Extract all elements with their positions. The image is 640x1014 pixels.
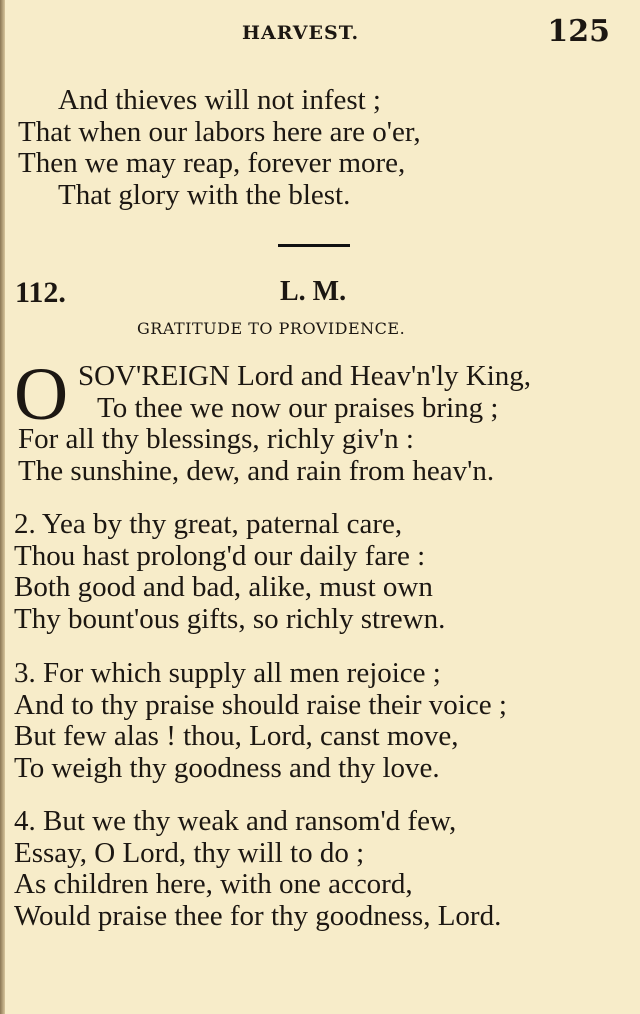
verse-line: And to thy praise should raise their voice ; xyxy=(14,689,507,721)
carryover-line: And thieves will not infest ; xyxy=(58,84,381,116)
verse-line: Thou hast prolong'd our daily fare : xyxy=(14,540,426,572)
verse-line: Both good and bad, alike, must own xyxy=(14,571,433,603)
verse-line: Thy bount'ous gifts, so richly strewn. xyxy=(14,603,446,635)
carryover-line: That glory with the blest. xyxy=(58,179,351,211)
verse-line: As children here, with one accord, xyxy=(14,868,413,900)
drop-cap: O xyxy=(14,353,69,436)
verse-line: 2. Yea by thy great, paternal care, xyxy=(14,508,403,540)
page-spine-edge xyxy=(0,0,5,1014)
verse-line: But few alas ! thou, Lord, canst move, xyxy=(14,720,459,752)
hymn-number: 112. xyxy=(15,276,66,309)
carryover-line: That when our labors here are o'er, xyxy=(18,116,421,148)
verse-line: SOV'REIGN Lord and Heav'n'ly King, xyxy=(78,360,532,392)
verse-line: Would praise thee for thy goodness, Lord. xyxy=(14,900,502,932)
verse-line: 4. But we thy weak and ransom'd few, xyxy=(14,805,457,837)
hymn-meter: L. M. xyxy=(280,276,347,307)
section-divider xyxy=(278,244,350,247)
verse-line: Essay, O Lord, thy will to do ; xyxy=(14,837,365,869)
page-number: 125 xyxy=(547,14,610,49)
running-title: HARVEST. xyxy=(242,22,360,44)
carryover-line: Then we may reap, forever more, xyxy=(18,147,406,179)
verse-line: The sunshine, dew, and rain from heav'n. xyxy=(18,455,495,487)
verse-line: To weigh thy goodness and thy love. xyxy=(14,752,440,784)
verse-line: 3. For which supply all men rejoice ; xyxy=(14,657,441,689)
page-header xyxy=(0,14,640,48)
verse-line: For all thy blessings, richly giv'n : xyxy=(18,423,414,455)
verse-line: To thee we now our praises bring ; xyxy=(97,392,499,424)
hymn-title: GRATITUDE TO PROVIDENCE. xyxy=(137,319,406,338)
